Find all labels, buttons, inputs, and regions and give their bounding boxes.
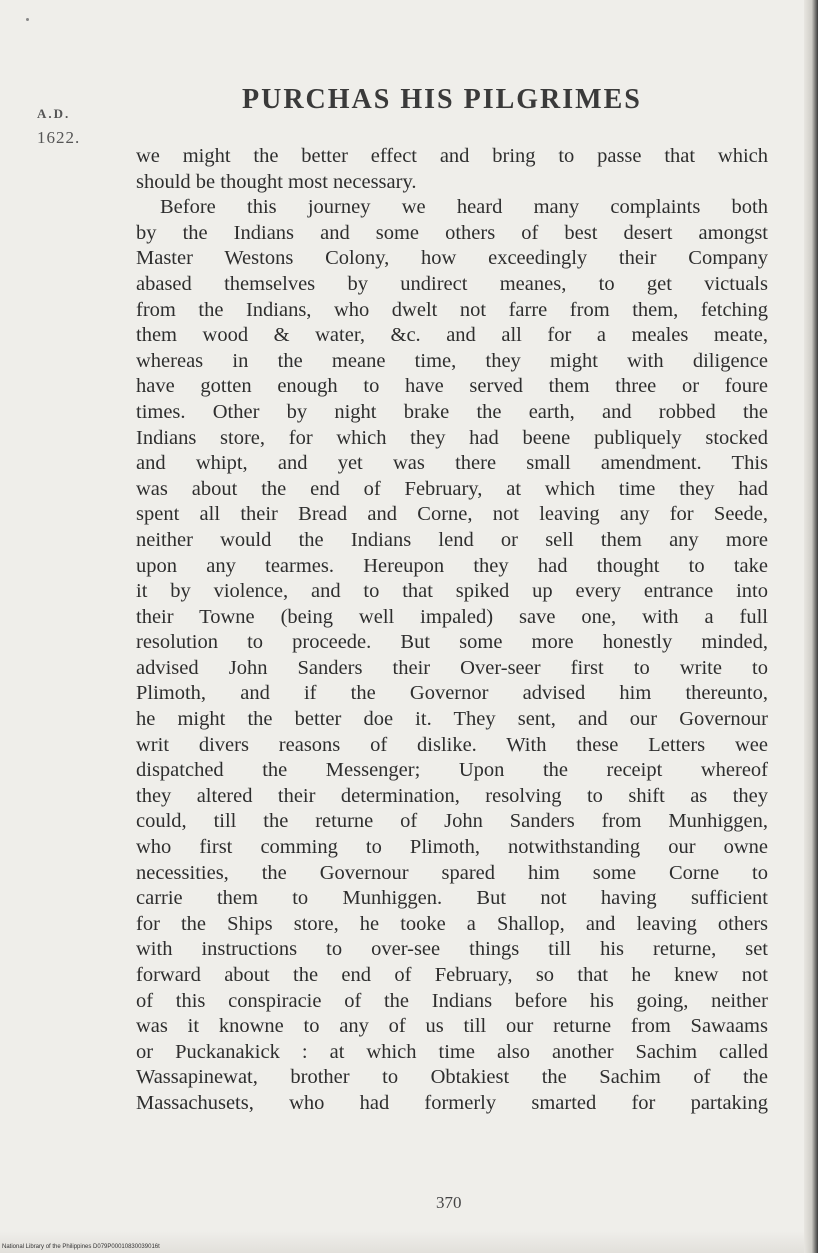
text-line: could, till the returne of John Sanders from Munhiggen, (136, 810, 768, 833)
text-line: spent all their Bread and Corne, not leaving any for Seede, (136, 503, 768, 526)
text-line: upon any tearmes. Hereupon they had thought to take (136, 554, 768, 577)
text-line: by the Indians and some others of best desert amongst (136, 221, 768, 244)
text-line: it by violence, and to that spiked up every entrance into (136, 580, 768, 603)
text-line: we might the better effect and bring to passe that which (136, 145, 768, 167)
text-line: forward about the end of February, so that he knew not (136, 964, 768, 986)
running-title: PURCHAS HIS PILGRIMES (242, 84, 642, 115)
text-line: necessities, the Governour spared him some Corne to (136, 861, 768, 884)
body-text (136, 144, 768, 1117)
text-line: Massachusets, who had formerly smarted for partaking (136, 1091, 768, 1114)
text-line: carrie them to Munhiggen. But not having sufficient (136, 887, 768, 910)
margin-year: 1622. (37, 128, 81, 147)
text-line: who first comming to Plimoth, notwithstanding our owne (136, 836, 768, 859)
margin-date-note (37, 102, 97, 150)
page-edge-shadow (804, 0, 818, 1253)
text-line: Plimoth, and if the Governor advised him thereunto, (136, 682, 768, 705)
margin-era-label: A.D. (37, 106, 71, 121)
paper-speck (26, 18, 29, 21)
text-line: Before this journey we heard many complaints both (160, 196, 768, 219)
page-number: 370 (436, 1193, 462, 1212)
text-line: neither would the Indians lend or sell them any more (136, 528, 768, 551)
text-line: dispatched the Messenger; Upon the receipt whereof (136, 759, 768, 782)
text-line: have gotten enough to have served them three or foure (136, 375, 768, 398)
text-line: them wood & water, &c. and all for a meales meate, (136, 324, 768, 347)
text-line: resolution to proceede. But some more honestly minded, (136, 631, 768, 654)
text-line: they altered their determination, resolving to shift as they (136, 784, 768, 807)
text-line: of this conspiracie of the Indians before his going, neither (136, 989, 768, 1012)
text-line: should be thought most necessary. (136, 170, 417, 193)
text-line: for the Ships store, he tooke a Shallop, and leaving others (136, 912, 768, 935)
text-line: with instructions to over-see things till his returne, set (136, 938, 768, 961)
text-line: advised John Sanders their Over-seer first to write to (136, 656, 768, 679)
text-line: whereas in the meane time, they might with diligence (136, 349, 768, 372)
text-line: abased themselves by undirect meanes, to get victuals (136, 272, 768, 295)
text-line: and whipt, and yet was there small amendment. This (136, 452, 768, 475)
text-line: from the Indians, who dwelt not farre from them, fetching (136, 298, 768, 321)
text-line: writ divers reasons of dislike. With these Letters wee (136, 733, 768, 756)
text-line: Wassapinewat, brother to Obtakiest the Sachim of the (136, 1066, 768, 1089)
text-line: or Puckanakick : at which time also another Sachim called (136, 1040, 768, 1063)
text-line: was about the end of February, at which time they had (136, 477, 768, 500)
text-line: times. Other by night brake the earth, and robbed the (136, 400, 768, 423)
text-line: was it knowne to any of us till our returne from Sawaams (136, 1015, 768, 1038)
text-line: he might the better doe it. They sent, and our Governour (136, 708, 768, 731)
text-line: their Towne (being well impaled) save one, with a full (136, 605, 768, 628)
text-line: Master Westons Colony, how exceedingly their Company (136, 247, 768, 270)
scan-credit: National Library of the Philippines D079P00010830039016t (2, 1244, 160, 1250)
text-line: Indians store, for which they had beene publiquely stocked (136, 426, 768, 449)
